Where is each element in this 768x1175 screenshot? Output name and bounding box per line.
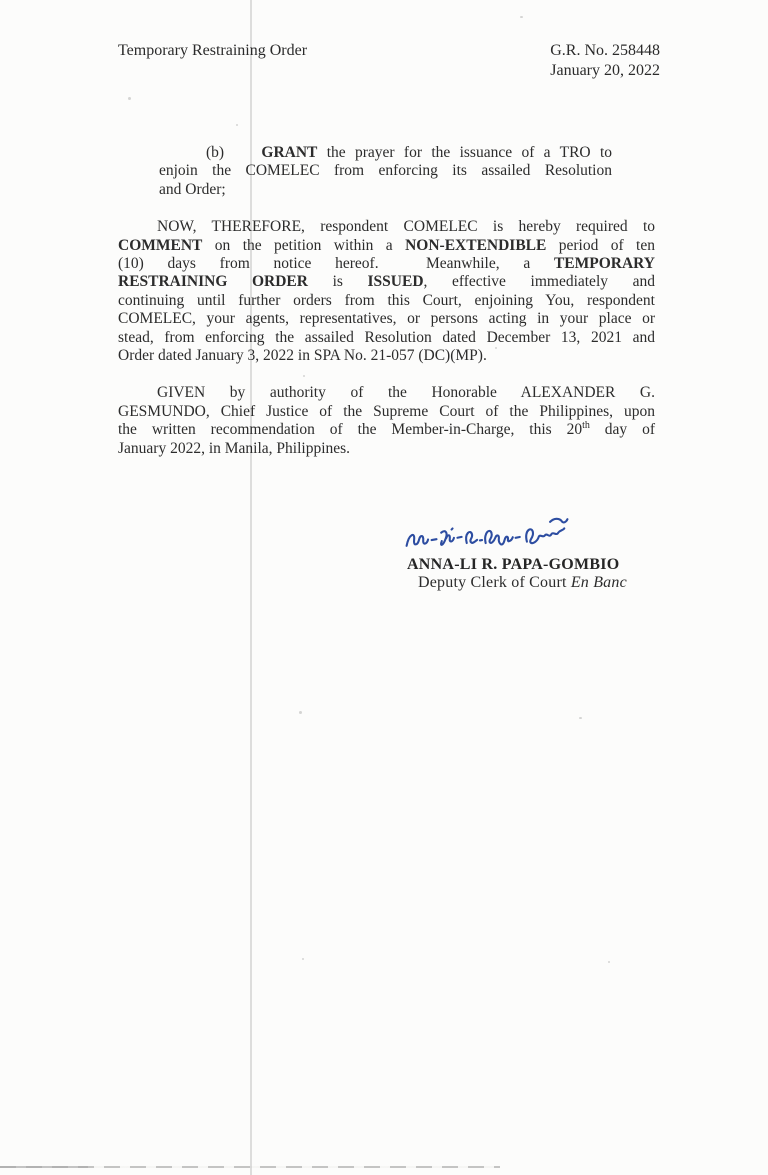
text-line: GESMUNDO, Chief Justice of the Supreme Court of the Philippines, upon <box>118 402 655 420</box>
scan-speck <box>520 16 523 18</box>
running-title: Temporary Restraining Order <box>118 42 308 59</box>
case-reference <box>550 41 660 81</box>
scan-speck <box>495 347 497 349</box>
text-line: the written recommendation of the Member-in-Charge, this 20th day of <box>118 420 655 439</box>
signer-title-text: Deputy Clerk of Court <box>418 574 571 591</box>
text-line: and Order; <box>159 180 226 198</box>
text-line: (b) GRANT the prayer for the issuance of a TRO to <box>206 144 613 161</box>
text-line: COMMENT on the petition within a NON-EXTENDIBLE period of ten <box>118 236 655 254</box>
signer-title <box>418 574 668 592</box>
text-line: (10) days from notice hereof. Meanwhile, a TEMPORARY <box>118 255 655 273</box>
document-body <box>118 144 655 477</box>
scan-bottom-edge-dark <box>0 1166 88 1168</box>
scan-speck <box>608 961 610 963</box>
paragraph-now-therefore <box>118 218 655 365</box>
text-line: continuing until further orders from this Court, enjoining You, respondent <box>118 291 655 309</box>
scan-speck <box>579 717 582 719</box>
scan-speck <box>303 375 305 377</box>
text-line: NOW, THEREFORE, respondent COMELEC is hereby required to <box>157 218 655 236</box>
scan-speck <box>128 97 131 100</box>
signer-title-en-banc: En Banc <box>570 574 627 591</box>
handwritten-signature <box>402 512 584 554</box>
scan-speck <box>302 958 304 960</box>
case-date: January 20, 2022 <box>550 62 660 79</box>
case-number: G.R. No. 258448 <box>550 42 660 59</box>
signer-name: ANNA-LI R. PAPA-GOMBIO <box>407 556 620 573</box>
paragraph-given <box>118 384 655 458</box>
text-line: RESTRAINING ORDER is ISSUED, effective immediately and <box>118 273 655 291</box>
scan-speck <box>299 711 302 714</box>
text-line: GIVEN by authority of the Honorable ALEXANDER G. <box>157 384 655 402</box>
text-line: stead, from enforcing the assailed Resolution dated December 13, 2021 and <box>118 328 655 346</box>
text-line: Order dated January 3, 2022 in SPA No. 21-057 (DC)(MP). <box>118 347 487 365</box>
text-line: January 2022, in Manila, Philippines. <box>118 439 351 457</box>
scan-speck <box>236 124 238 126</box>
signature-block <box>398 512 668 592</box>
text-line: COMELEC, your agents, representatives, or persons acting in your place or <box>118 310 655 328</box>
document-header <box>118 41 660 81</box>
dispositive-item-b <box>159 144 612 199</box>
text-line: enjoin the COMELEC from enforcing its assailed Resolution <box>159 162 612 180</box>
